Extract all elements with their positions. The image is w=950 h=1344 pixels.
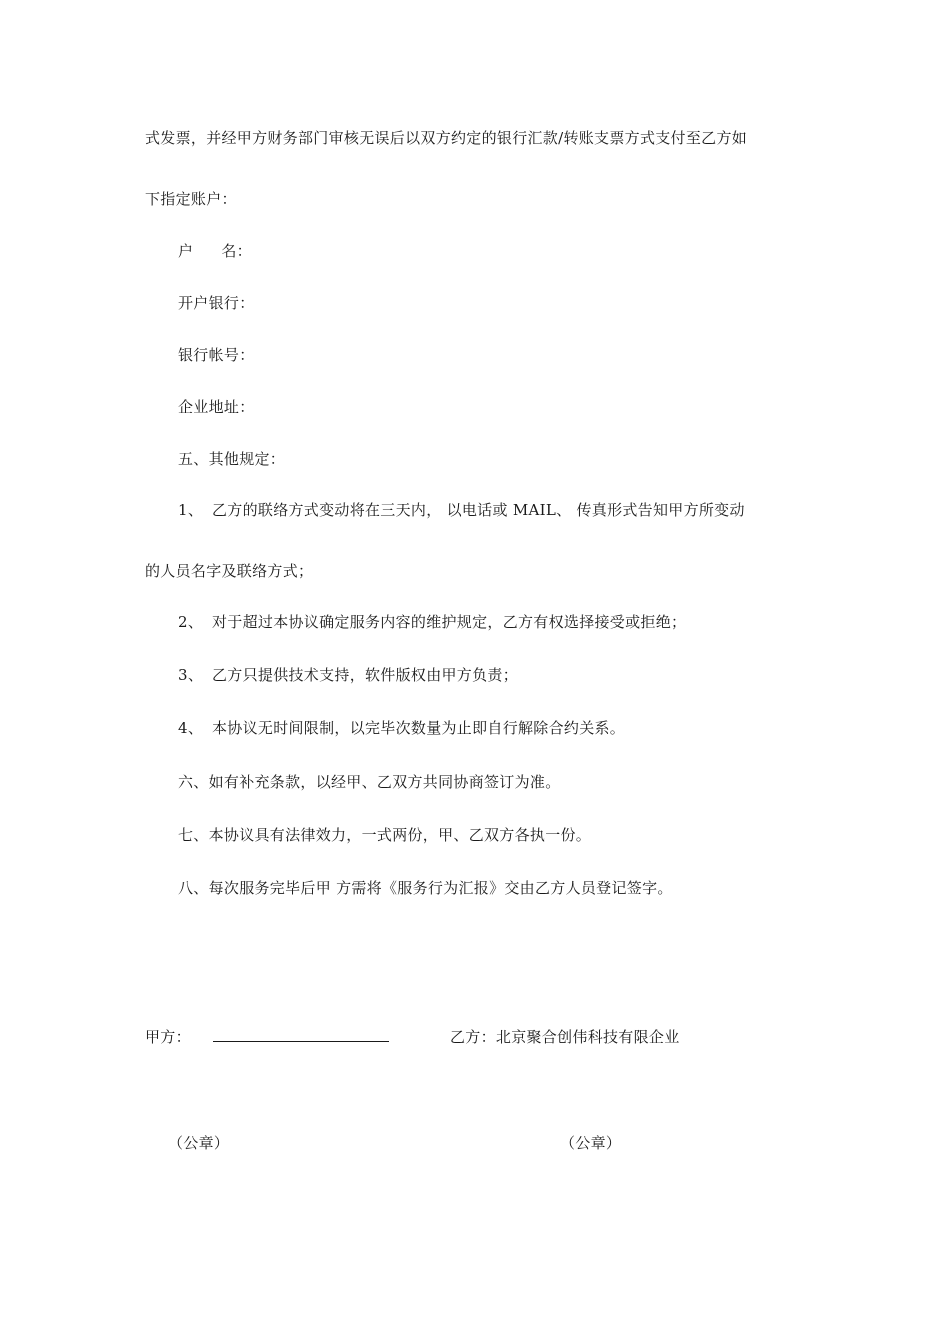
section-5-item-3 xyxy=(178,665,518,685)
item-text: 乙方的联络方式变动将在三天内， 以电话或 MAIL、 传真形式告知甲方所变动 xyxy=(212,501,745,519)
item-number: 2、 xyxy=(178,613,204,631)
seal-b-label: （公章） xyxy=(560,1134,622,1152)
section-8: 八、每次服务完毕后甲 方需将《服务行为汇报》交由乙方人员登记签字。 xyxy=(178,879,673,897)
account-name-label-a: 户 xyxy=(178,242,194,260)
item-number: 4、 xyxy=(178,719,204,737)
seal-a-label: （公章） xyxy=(168,1134,230,1152)
party-a-signature xyxy=(145,1027,389,1047)
item-number: 1、 xyxy=(178,501,204,519)
section-6: 六、如有补充条款，以经甲、乙双方共同协商签订为准。 xyxy=(178,773,561,791)
intro-line-1: 式发票，并经甲方财务部门审核无误后以双方约定的银行汇款/转账支票方式支付至乙方如 xyxy=(145,129,748,147)
account-number-field-label: 银行帐号： xyxy=(178,346,255,364)
party-a-label: 甲方： xyxy=(145,1028,191,1046)
bank-field-label: 开户银行： xyxy=(178,294,255,312)
section-5-heading: 五、其他规定： xyxy=(178,450,286,468)
section-5-item-1-continued: 的人员名字及联络方式； xyxy=(145,562,314,580)
party-b-label: 乙方：北京聚合创伟科技有限企业 xyxy=(450,1028,680,1046)
item-text: 乙方只提供技术支持，软件版权由甲方负责； xyxy=(212,666,519,684)
section-5-item-1 xyxy=(178,500,745,520)
item-text: 本协议无时间限制，以完毕次数量为止即自行解除合约关系。 xyxy=(212,719,626,737)
item-number: 3、 xyxy=(178,666,204,684)
section-5-item-4 xyxy=(178,718,625,738)
party-a-blank-line xyxy=(213,1027,389,1042)
section-7: 七、本协议具有法律效力，一式两份，甲、乙双方各执一份。 xyxy=(178,826,592,844)
account-name-label-b: 名： xyxy=(221,242,252,260)
item-text: 对于超过本协议确定服务内容的维护规定，乙方有权选择接受或拒绝； xyxy=(212,613,687,631)
section-5-item-2 xyxy=(178,612,686,632)
address-field-label: 企业地址： xyxy=(178,398,255,416)
account-name-field xyxy=(178,241,252,261)
intro-line-2: 下指定账户： xyxy=(145,190,237,208)
